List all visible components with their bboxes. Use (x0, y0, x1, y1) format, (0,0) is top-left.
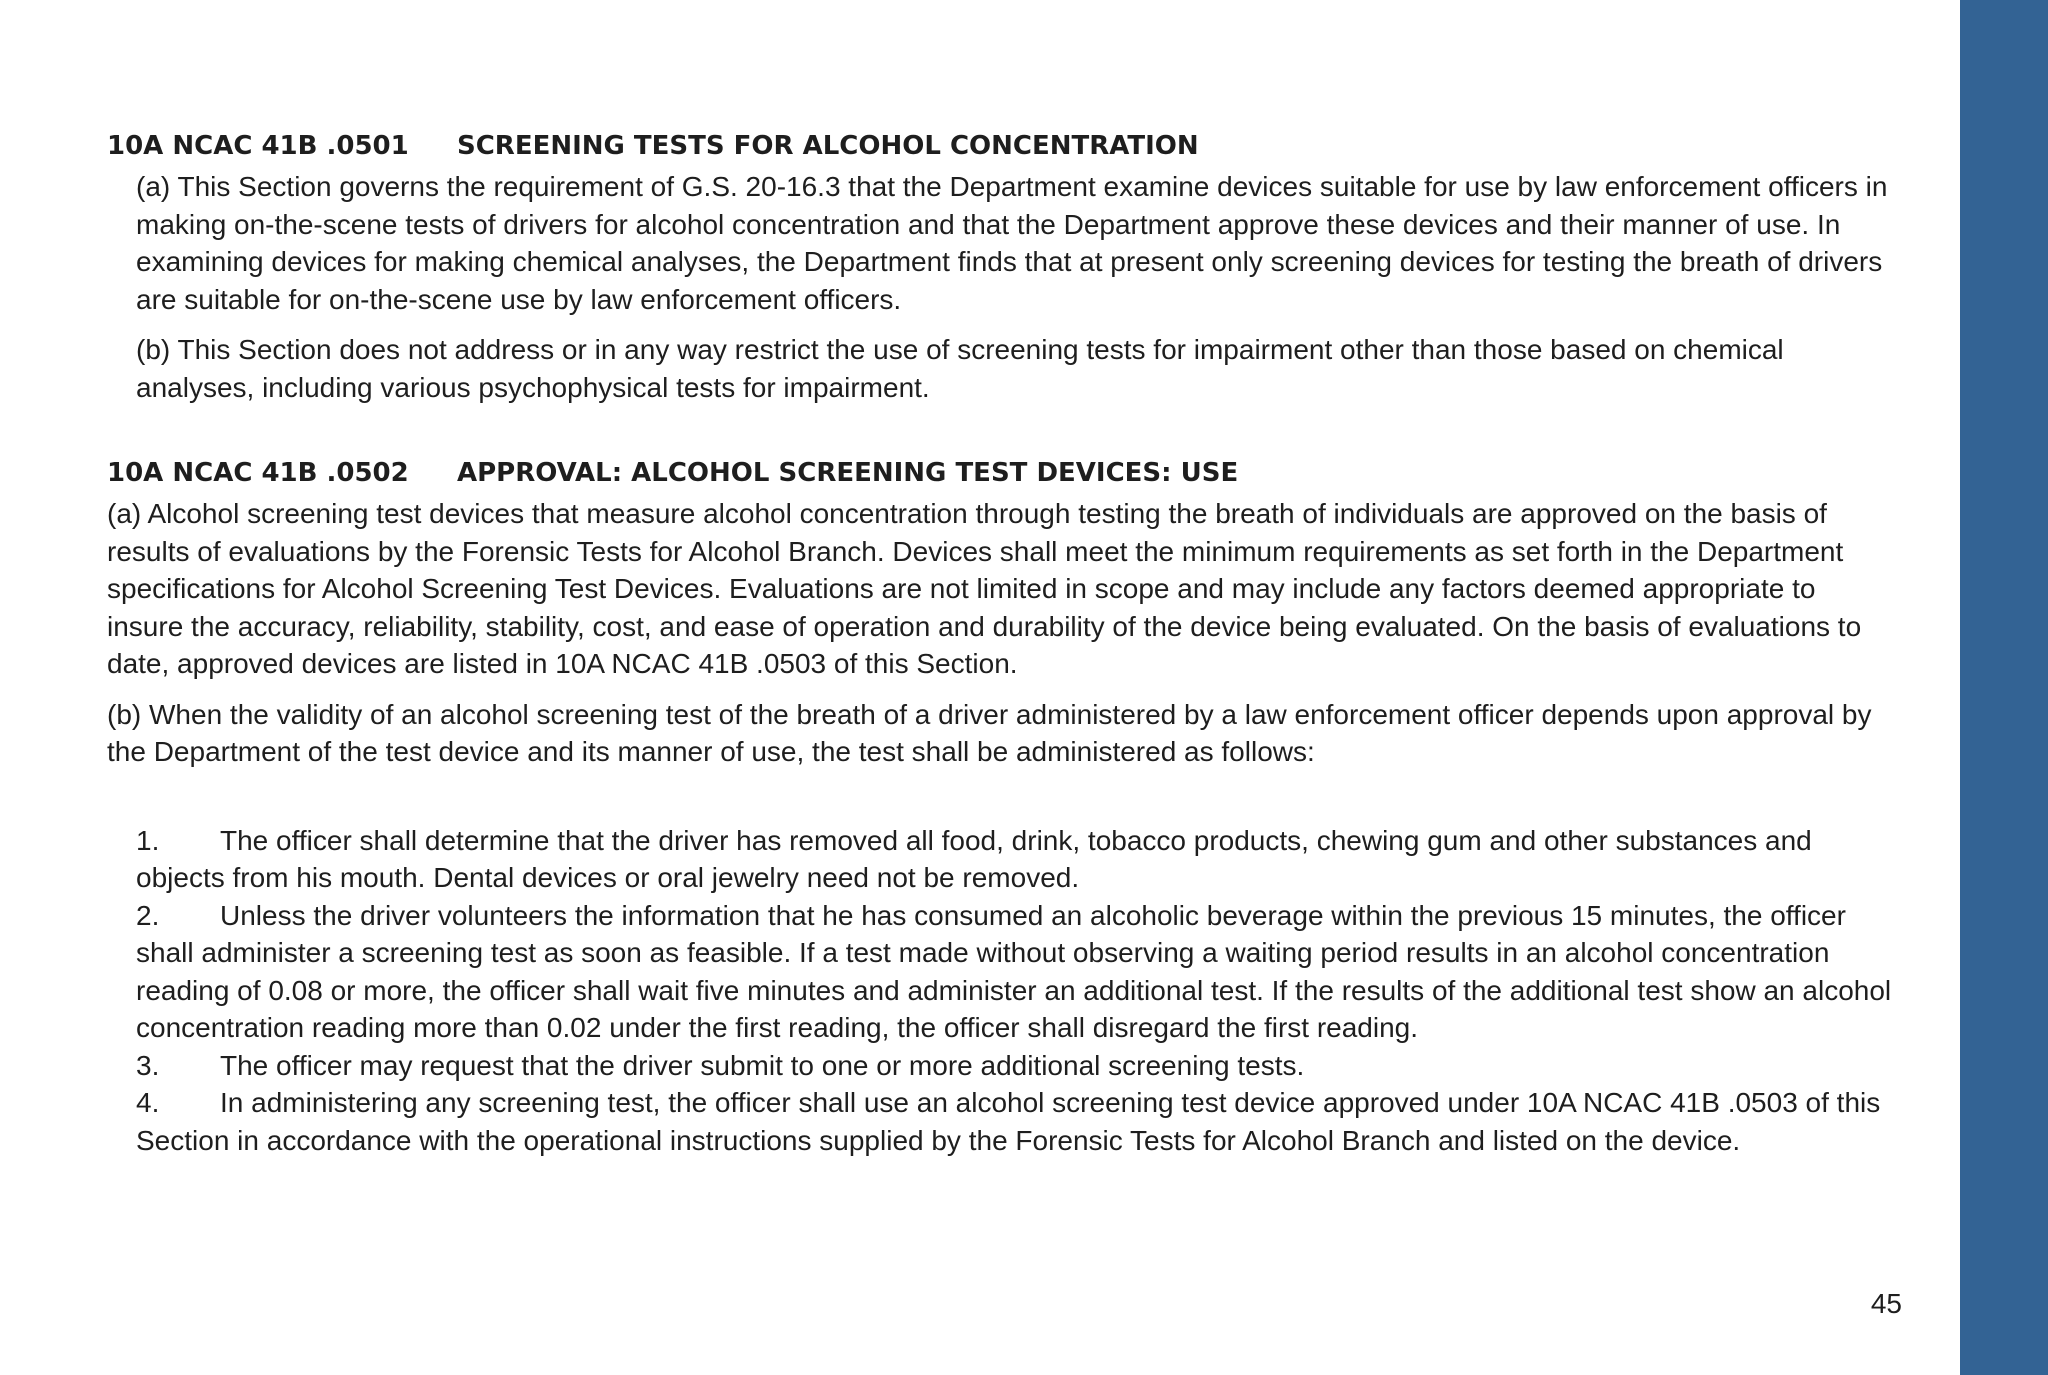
page-number: 45 (1870, 1288, 1902, 1319)
section-heading-0502 (107, 455, 1897, 492)
document-content (107, 128, 1897, 1159)
paragraph-0502-a: (a) Alcohol screening test devices that measure alcohol concentration through testing the breath of individuals are approved on the basis of results of evaluations by the Forensic Tests for Alcohol Branch. Devices shall meet the minimum requirements as set forth in the Department specifications for Alcohol Screening Test Devices. Evaluations are not limited in scope and may include any factors deemed appropriate to insure the accuracy, reliability, stability, cost, and ease of operation and durability of the device being evaluated. On the basis of evaluations to date, approved devices are listed in 10A NCAC 41B .0503 of this Section. (107, 498, 1862, 679)
list-item (136, 822, 1897, 897)
list-item-text: Unless the driver volunteers the information that he has consumed an alcoholic beverage within the previous 15 minutes, the officer shall administer a screening test as soon as feasible. If a test made without observing a waiting period results in an alcohol concentration reading of 0.08 or more, the officer shall wait five minutes and administer an additional test. If the results of the additional test show an alcohol concentration reading more than 0.02 under the first reading, the officer shall disregard the first reading. (136, 899, 1892, 1043)
paragraph-0501-b: (b) This Section does not address or in any way restrict the use of screening tests for impairment other than those based on chemical analyses, including various psychophysical tests for impairment. (136, 334, 1784, 403)
list-item (136, 1084, 1897, 1159)
list-item-text: The officer may request that the driver submit to one or more additional screening tests. (220, 1049, 1305, 1081)
list-item (136, 1047, 1897, 1085)
list-item-text: The officer shall determine that the driver has removed all food, drink, tobacco products, chewing gum and other substances and objects from his mouth. Dental devices or oral jewelry need not be removed. (136, 824, 1812, 893)
list-item-number: 3. (136, 1049, 160, 1081)
list-item-number: 1. (136, 824, 160, 856)
side-color-band (1960, 0, 2048, 1375)
numbered-list (136, 822, 1897, 1160)
list-item-number: 2. (136, 899, 160, 931)
paragraph-0502-b: (b) When the validity of an alcohol screening test of the breath of a driver administered by a law enforcement officer depends upon approval by the Department of the test device and its manner of use, the test shall be administered as follows: (107, 698, 1872, 767)
paragraph-0501-a: (a) This Section governs the requirement of G.S. 20-16.3 that the Department examine devices suitable for use by law enforcement officers in making on-the-scene tests of drivers for alcohol concentration and that the Department approve these devices and their manner of use. In examining devices for making chemical analyses, the Department finds that at present only screening devices for testing the breath of drivers are suitable for on-the-scene use by law enforcement officers. (136, 171, 1888, 315)
section-title: SCREENING TESTS FOR ALCOHOL CONCENTRATION (457, 131, 1199, 161)
list-item-text: In administering any screening test, the officer shall use an alcohol screening test device approved under 10A NCAC 41B .0503 of this Section in accordance with the operational instructions supplied by the Forensic Tests for Alcohol Branch and listed on the device. (136, 1087, 1881, 1156)
list-item-number: 4. (136, 1087, 160, 1118)
section-title: APPROVAL: ALCOHOL SCREENING TEST DEVICES: USE (457, 458, 1239, 488)
section-code: 10A NCAC 41B .0502 (107, 458, 409, 488)
section-code: 10A NCAC 41B .0501 (107, 131, 409, 161)
list-item (136, 897, 1897, 1047)
section-heading-0501 (107, 128, 1897, 165)
